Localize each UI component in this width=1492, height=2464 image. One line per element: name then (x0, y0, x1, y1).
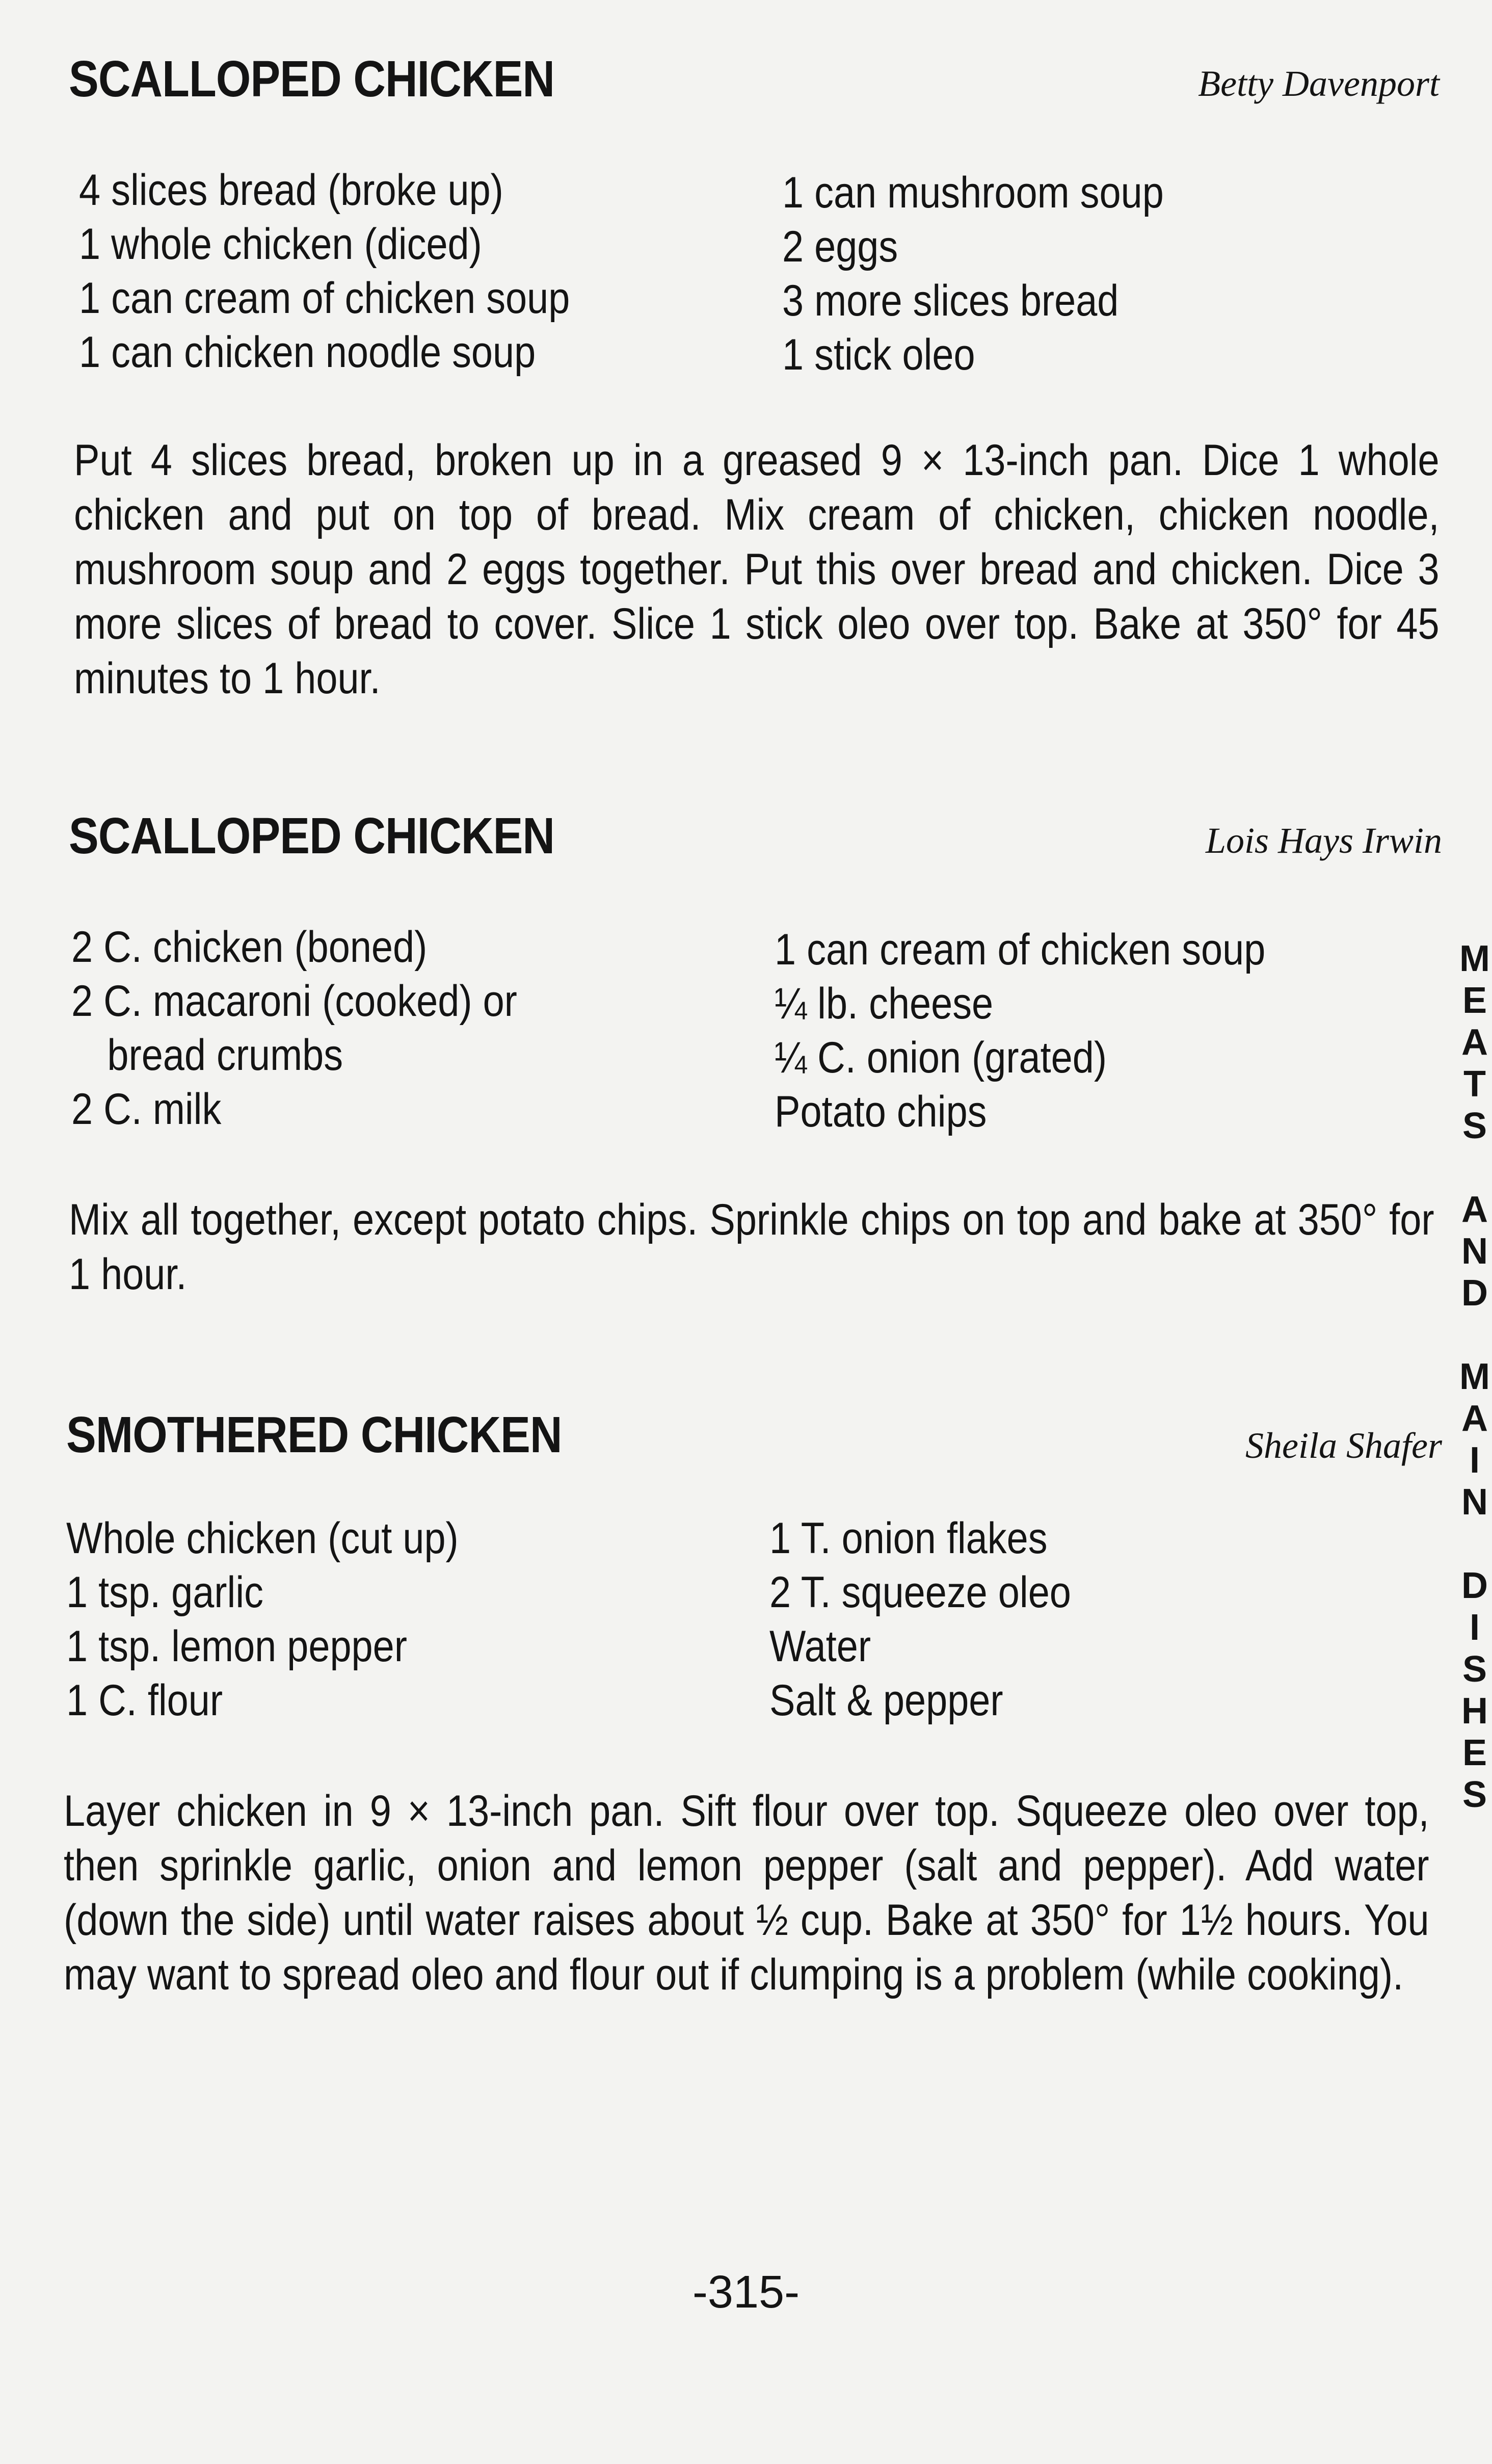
ingredient-item: 2 C. milk (71, 1085, 222, 1134)
ingredient-item: 1 can cream of chicken soup (775, 925, 1266, 974)
side-tab-letter: N (1461, 1231, 1488, 1272)
ingredient-item: 1 whole chicken (diced) (79, 220, 482, 269)
recipe-smothered-chicken (64, 1404, 1442, 2077)
recipe-author: Lois Hays Irwin (1205, 820, 1442, 861)
side-tab-letter: T (1463, 1064, 1486, 1105)
ingredient-item: 1 tsp. garlic (66, 1568, 263, 1617)
recipe-title: SMOTHERED CHICKEN (66, 1406, 562, 1463)
ingredients-right (782, 166, 1216, 382)
side-tab-letter: D (1461, 1565, 1488, 1606)
ingredient-item: bread crumbs (107, 1031, 343, 1080)
ingredients-left (79, 163, 637, 379)
side-tab-letter: S (1462, 1649, 1487, 1690)
recipe-directions: Mix all together, except potato chips. Sprinkle chips on top and bake at 350° for 1 hour. (69, 1195, 1434, 1299)
ingredient-item: 3 more slices bread (782, 276, 1119, 325)
side-tab-spacer (1457, 1523, 1492, 1565)
ingredient-item: 2 T. squeeze oleo (769, 1568, 1071, 1617)
ingredient-item: 4 slices bread (broke up) (79, 166, 503, 215)
side-tab-letter: I (1469, 1607, 1480, 1648)
ingredient-item: 1 can mushroom soup (782, 168, 1164, 217)
recipe-directions: Layer chicken in 9 × 13-inch pan. Sift flour over top. Squeeze oleo over top, then sprinkle garlic, onion and lemon pepper (salt and pepper). Add water (down the side) until water raises about ½ cup. Bake at 350° for 1½ hours. You may want to spread oleo and flour out if clumping is a problem (while cooking). (64, 1787, 1429, 1999)
ingredient-item: 2 eggs (782, 222, 898, 271)
side-tab-letter: S (1462, 1774, 1487, 1815)
ingredient-item: ¼ C. onion (grated) (775, 1033, 1107, 1082)
ingredient-item: 2 C. macaroni (cooked) or (71, 977, 517, 1026)
ingredient-item: Potato chips (775, 1087, 987, 1136)
recipe-directions: Put 4 slices bread, broken up in a greased 9 × 13-inch pan. Dice 1 whole chicken and put on top of bread. Mix cream of chicken, chicken noodle, mushroom soup and 2 eggs together. Put this over bread and chicken. Dice 3 more slices of bread to cover. Slice 1 stick oleo over top. Bake at 350° for 45 minutes to 1 hour. (74, 436, 1440, 703)
ingredient-item: 1 stick oleo (782, 330, 975, 379)
side-tab-letter: A (1461, 1022, 1488, 1063)
side-tab-letter: D (1461, 1273, 1488, 1314)
side-tab-spacer (1457, 1314, 1492, 1356)
side-tab-letter: M (1459, 1356, 1490, 1397)
ingredient-item: ¼ lb. cheese (775, 979, 994, 1028)
ingredients-right (775, 923, 1333, 1139)
ingredients-left (71, 920, 578, 1136)
recipe-scalloped-chicken-1 (69, 48, 1440, 711)
recipe-title: SCALLOPED CHICKEN (69, 807, 555, 864)
side-tab-letter: A (1461, 1398, 1488, 1439)
ingredient-item: 2 C. chicken (boned) (71, 923, 428, 972)
recipe-scalloped-chicken-2 (69, 805, 1442, 1299)
ingredients-right (769, 1511, 1112, 1727)
ingredient-item: Whole chicken (cut up) (66, 1514, 459, 1563)
side-tab-letter: M (1459, 938, 1490, 979)
side-tab-letter: N (1461, 1482, 1488, 1523)
ingredient-item: 1 can chicken noodle soup (79, 328, 536, 377)
ingredient-item: Salt & pepper (769, 1676, 1003, 1725)
ingredient-item: 1 T. onion flakes (769, 1514, 1048, 1563)
ingredient-item: Water (769, 1622, 871, 1671)
ingredients-left (66, 1511, 512, 1727)
side-tab-letter: S (1462, 1106, 1487, 1146)
recipe-author: Betty Davenport (1198, 63, 1440, 104)
side-tab-letter: E (1462, 980, 1487, 1021)
recipe-author: Sheila Shafer (1245, 1425, 1442, 1466)
side-tab-letter: E (1462, 1733, 1487, 1773)
ingredient-item: 1 tsp. lemon pepper (66, 1622, 407, 1671)
ingredient-item: 1 can cream of chicken soup (79, 274, 570, 323)
side-tab-letter: I (1469, 1440, 1480, 1481)
page-number: -315- (692, 2267, 800, 2318)
recipe-title: SCALLOPED CHICKEN (69, 50, 555, 108)
side-tab-spacer (1457, 1147, 1492, 1189)
side-tab-letter: A (1461, 1189, 1488, 1230)
section-side-tab (1457, 938, 1492, 1816)
side-tab-letter: H (1461, 1691, 1488, 1732)
ingredient-item: 1 C. flour (66, 1676, 223, 1725)
